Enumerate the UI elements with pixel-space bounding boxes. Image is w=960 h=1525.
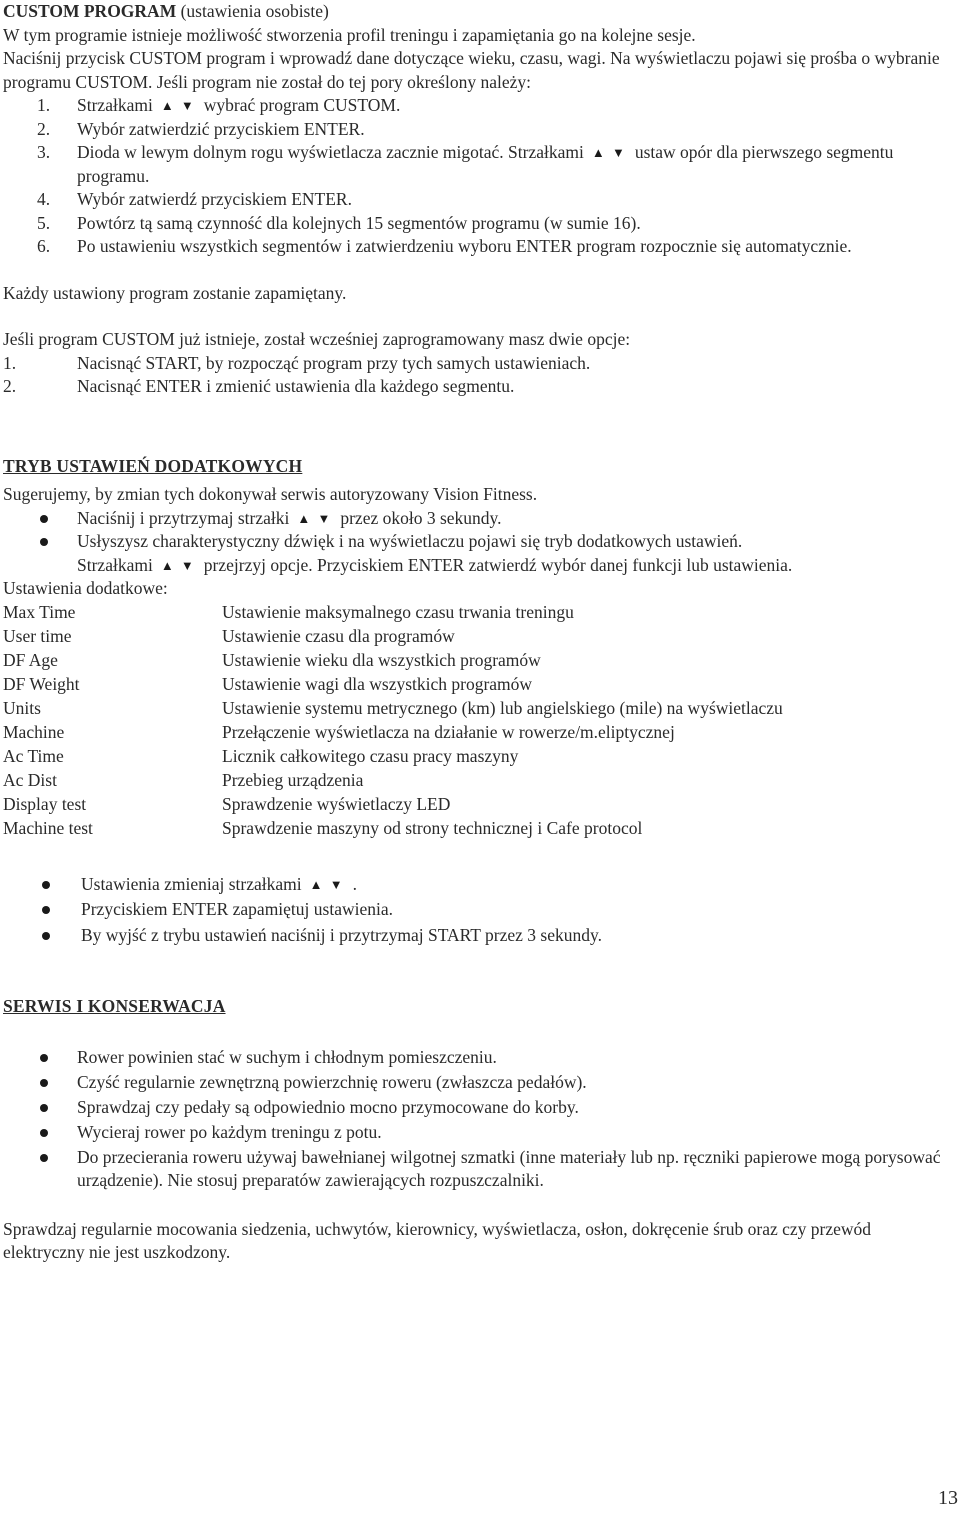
setting-value: Sprawdzenie maszyny od strony technicznej i Cafe protocol (222, 817, 643, 838)
list-item: Do przecierania roweru używaj bawełnianej wilgotnej szmatki (inne materiały lub np. ręczniki papierowe mogą porysować urządzenie). Nie stosuj preparatów zawierających rozpuszczalniki. (3, 1146, 953, 1193)
list-item: 1. Nacisnąć START, by rozpocząć program przy tych samych ustawieniach. (3, 352, 953, 376)
setting-value: Ustawienie maksymalnego czasu trwania treningu (222, 601, 574, 622)
table-row (3, 601, 783, 625)
service-closing-note: Sprawdzaj regularnie mocowania siedzenia, uchwytów, kierownicy, wyświetlacza, osłon, dokręcenie śrub oraz czy przewód elektryczny nie jest uszkodzony. (3, 1218, 872, 1262)
setting-key: Units (3, 697, 41, 718)
custom-exists-intro: Jeśli program CUSTOM już istnieje, został wcześniej zaprogramowany masz dwie opcje: (3, 329, 631, 349)
table-row (3, 769, 783, 793)
setting-value: Ustawienie systemu metrycznego (km) lub angielskiego (mile) na wyświetlaczu (222, 697, 783, 718)
service-heading: SERWIS I KONSERWACJA (3, 996, 226, 1016)
list-item: Rower powinien stać w suchym i chłodnym pomieszczeniu. (3, 1046, 953, 1070)
setting-value: Ustawienie czasu dla programów (222, 625, 455, 646)
extra-settings-heading: TRYB USTAWIEŃ DODATKOWYCH (3, 455, 303, 476)
table-row (3, 721, 783, 745)
setting-key: Max Time (3, 601, 76, 622)
table-row (3, 817, 783, 841)
up-down-arrows-icon: ▲ ▼ (591, 145, 627, 160)
bullet-icon (40, 1104, 48, 1112)
setting-key: Display test (3, 793, 87, 814)
custom-program-title: CUSTOM PROGRAM (3, 1, 177, 21)
setting-value: Licznik całkowitego czasu pracy maszyny (222, 745, 519, 766)
up-down-arrows-icon: ▲ ▼ (309, 876, 345, 892)
bullet-icon (42, 906, 50, 914)
list-item: Naciśnij i przytrzymaj strzałki ▲ ▼ przez około 3 sekundy. (3, 507, 953, 531)
table-row (3, 697, 783, 721)
list-item: 5. Powtórz tą samą czynność dla kolejnych 15 segmentów programu (w sumie 16). (3, 212, 953, 236)
setting-value: Ustawienie wieku dla wszystkich programów (222, 649, 541, 670)
step-number: 4. (37, 189, 51, 209)
custom-steps-list (3, 94, 953, 259)
list-item: Przyciskiem ENTER zapamiętuj ustawienia. (3, 898, 953, 922)
setting-key: Ac Time (3, 745, 64, 766)
manual-page (3, 0, 953, 1265)
custom-intro-2: Naciśnij przycisk CUSTOM program i wprowadź dane dotyczące wieku, czasu, wagi. Na wyświetlaczu pojawi się prośba o wybranie programu CUSTOM. Jeśli program nie został do tej pory określony należy: (3, 48, 940, 92)
custom-remember-note: Każdy ustawiony program zostanie zapamiętany. (3, 282, 347, 303)
option-number: 2. (3, 376, 17, 396)
list-item: 3. Dioda w lewym dolnym rogu wyświetlacza zacznie migotać. Strzałkami ▲ ▼ ustaw opór dla pierwszego segmentu programu. (37, 142, 894, 186)
step-number: 3. (37, 142, 51, 162)
custom-options-list (3, 352, 953, 399)
table-row (3, 673, 783, 697)
list-item: 4. Wybór zatwierdź przyciskiem ENTER. (3, 188, 953, 212)
list-item: Wycieraj rower po każdym treningu z potu. (3, 1121, 953, 1145)
list-item: 1. Strzałkami ▲ ▼ wybrać program CUSTOM. (3, 94, 953, 118)
extra-intro: Sugerujemy, by zmian tych dokonywał serwis autoryzowany Vision Fitness. (3, 484, 538, 504)
bullet-icon (40, 538, 48, 546)
list-item: Czyść regularnie zewnętrzną powierzchnię roweru (zwłaszcza pedałów). (3, 1071, 953, 1095)
table-row (3, 625, 783, 649)
up-down-arrows-icon: ▲ ▼ (160, 98, 196, 113)
setting-value: Przełączenie wyświetlacza na działanie w rowerze/m.eliptycznej (222, 721, 675, 742)
setting-key: DF Weight (3, 673, 80, 694)
up-down-arrows-icon: ▲ ▼ (160, 557, 196, 573)
setting-key: User time (3, 625, 72, 646)
list-item: Ustawienia zmieniaj strzałkami ▲ ▼ . (3, 873, 953, 897)
list-item: Sprawdzaj czy pedały są odpowiednio mocno przymocowane do korby. (3, 1096, 953, 1120)
list-item: By wyjść z trybu ustawień naciśnij i przytrzymaj START przez 3 sekundy. (3, 924, 953, 948)
setting-value: Sprawdzenie wyświetlaczy LED (222, 793, 451, 814)
setting-key: Ac Dist (3, 769, 57, 790)
step-number: 6. (37, 236, 51, 256)
bullet-icon (40, 1129, 48, 1137)
custom-program-heading (3, 0, 953, 24)
setting-value: Ustawienie wagi dla wszystkich programów (222, 673, 533, 694)
extra-bullets (3, 507, 953, 578)
bullet-icon (40, 515, 48, 523)
step-number: 2. (37, 118, 51, 139)
setting-key: Machine (3, 721, 65, 742)
setting-key: DF Age (3, 649, 58, 670)
step-number: 5. (37, 212, 51, 233)
bullet-icon (40, 1054, 48, 1062)
list-item: Usłyszysz charakterystyczny dźwięk i na wyświetlaczu pojawi się tryb dodatkowych ustawień. Strzałkami ▲ ▼ przejrzyj opcje. Przyciskiem ENTER zatwierdź wybór danej funkcji lub ustawienia. (3, 530, 953, 577)
setting-key: Machine test (3, 817, 93, 838)
settings-table (3, 601, 783, 841)
page-number: 13 (938, 1487, 958, 1509)
extra-tips (3, 873, 953, 948)
settings-heading: Ustawienia dodatkowe: (3, 578, 168, 598)
custom-intro-1: W tym programie istnieje możliwość stworzenia profil treningu i zapamiętania go na kolejne sesje. (3, 24, 696, 45)
table-row (3, 793, 783, 817)
bullet-icon (42, 881, 50, 889)
up-down-arrows-icon: ▲ ▼ (297, 510, 333, 526)
list-item: 2. Wybór zatwierdzić przyciskiem ENTER. (3, 118, 953, 142)
service-bullets (3, 1046, 953, 1193)
custom-program-title-suffix: (ustawienia osobiste) (176, 1, 329, 21)
setting-value: Przebieg urządzenia (222, 769, 364, 790)
list-item: 6. Po ustawieniu wszystkich segmentów i zatwierdzeniu wyboru ENTER program rozpocznie się automatycznie. (3, 235, 953, 259)
bullet-icon (40, 1154, 48, 1162)
step-number: 1. (37, 95, 51, 115)
bullet-icon (42, 932, 50, 940)
bullet-icon (40, 1079, 48, 1087)
table-row (3, 649, 783, 673)
list-item: 2. Nacisnąć ENTER i zmienić ustawienia dla każdego segmentu. (3, 375, 953, 399)
option-number: 1. (3, 352, 17, 373)
table-row (3, 745, 783, 769)
